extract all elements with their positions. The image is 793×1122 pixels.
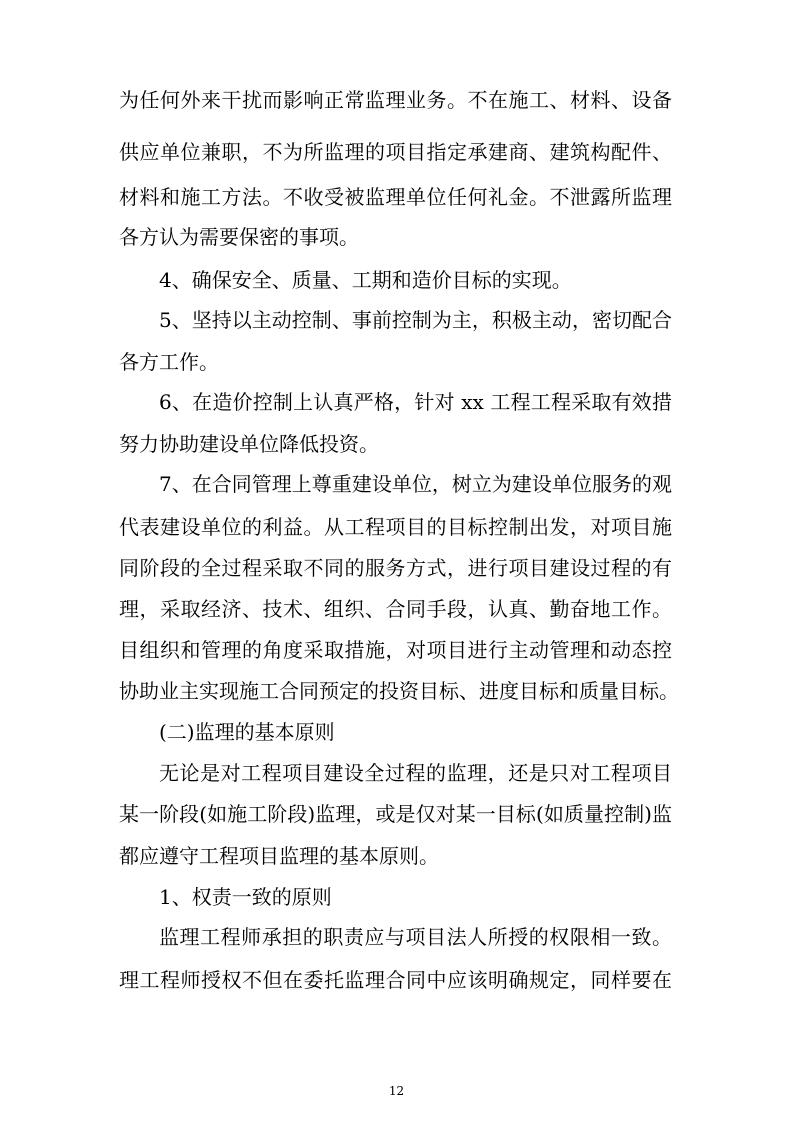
text-line: 代表建设单位的利益。从工程项目的目标控制出发，对项目施 — [119, 515, 672, 539]
text-line: 某一阶段(如施工阶段)监理，或是仅对某一目标(如质量控制)监 — [119, 802, 672, 826]
text-line: 供应单位兼职，不为所监理的项目指定承建商、建筑构配件、 — [119, 140, 672, 164]
text-line: 监理工程师承担的职责应与项目法人所授的权限相一致。 — [159, 925, 672, 949]
text-line: 理工程师授权不但在委托监理合同中应该明确规定，同样要在 — [119, 968, 672, 992]
text-line: 各方认为需要保密的事项。 — [119, 225, 359, 249]
text-line: 同阶段的全过程采取不同的服务方式，进行项目建设过程的有 — [119, 556, 672, 580]
text-line: 材料和施工方法。不收受被监理单位任何礼金。不泄露所监理 — [119, 185, 672, 209]
page-number: 12 — [388, 1084, 405, 1098]
text-line: 都应遵守工程项目监理的基本原则。 — [119, 844, 439, 868]
text-line: 努力协助建设单位降低投资。 — [119, 432, 379, 456]
subsection-heading: 1、权责一致的原则 — [159, 885, 332, 909]
text-line: 无论是对工程项目建设全过程的监理，还是只对工程项目 — [159, 761, 672, 785]
text-line: 目组织和管理的角度采取措施，对项目进行主动管理和动态控 — [119, 638, 672, 662]
text-line: 协助业主实现施工合同预定的投资目标、进度目标和质量目标。 — [119, 679, 679, 703]
text-line: 各方工作。 — [119, 350, 219, 374]
list-item-heading: 7、在合同管理上尊重建设单位，树立为建设单位服务的观 — [159, 472, 672, 496]
list-item-heading: 5、坚持以主动控制、事前控制为主，积极主动，密切配合 — [159, 308, 672, 332]
text-line: 理，采取经济、技术、组织、合同手段，认真、勤奋地工作。 — [119, 597, 672, 621]
section-heading: (二)监理的基本原则 — [159, 720, 335, 744]
list-item-heading: 6、在造价控制上认真严格，针对 xx 工程工程采取有效措 — [159, 390, 672, 414]
list-item-heading: 4、确保安全、质量、工期和造价目标的实现。 — [159, 268, 572, 292]
text-line: 为任何外来干扰而影响正常监理业务。不在施工、材料、设备 — [119, 88, 672, 112]
